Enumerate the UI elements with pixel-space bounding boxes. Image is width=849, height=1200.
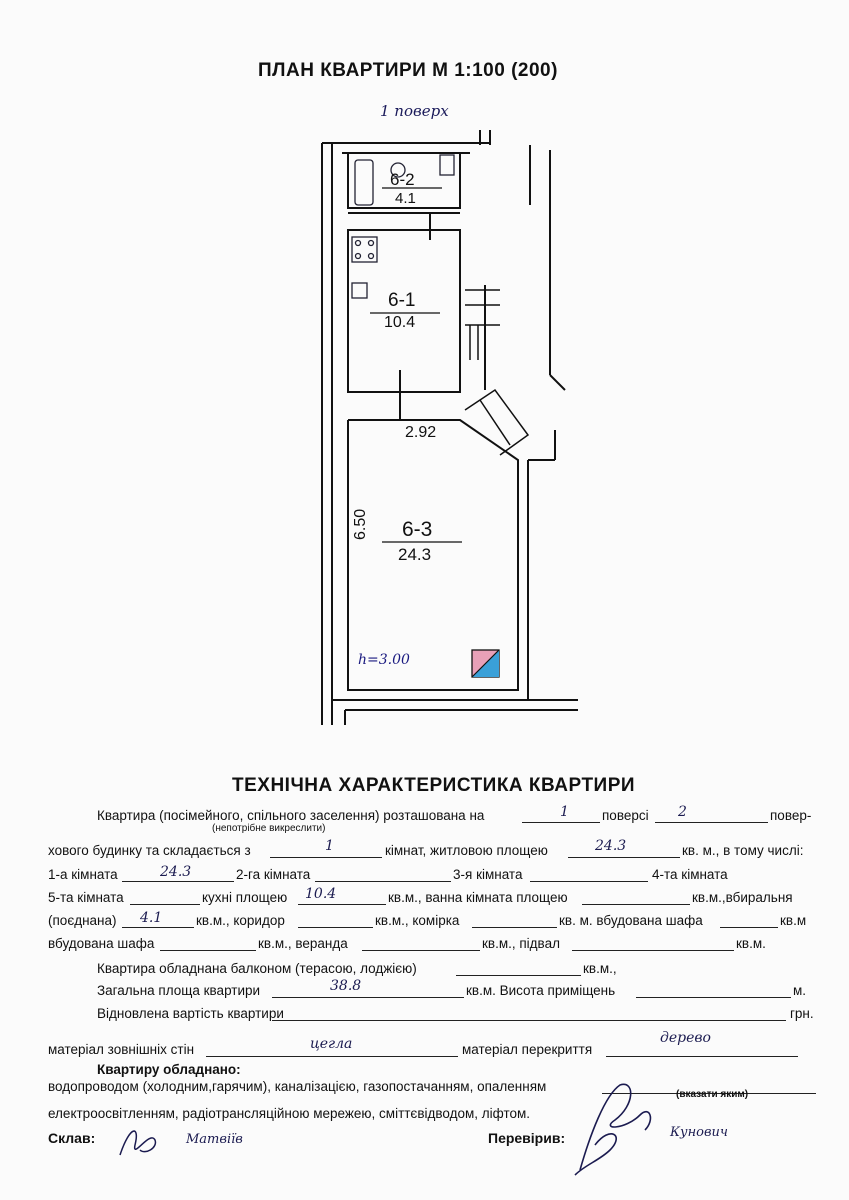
kitchen-area-value: 10.4 bbox=[305, 886, 337, 902]
spec-text: (поєднана) bbox=[48, 913, 117, 928]
spec-text: 1-а кімната bbox=[48, 867, 118, 882]
room-code: 6-2 bbox=[390, 170, 415, 189]
room-code: 6-3 bbox=[402, 518, 433, 541]
spec-text: кв.м., ванна кімната площею bbox=[388, 890, 568, 905]
spec-text: кв.м., веранда bbox=[258, 936, 348, 951]
spec-text: 5-та кімната bbox=[48, 890, 124, 905]
total-area-value: 38.8 bbox=[330, 978, 362, 994]
composed-label: Склав: bbox=[48, 1130, 96, 1146]
spec-text: Квартира обладнана балконом (терасою, лоджією) bbox=[97, 961, 417, 976]
spec-text: хового будинку та складається з bbox=[48, 843, 251, 858]
spec-text: водопроводом (холодним,гарячим), каналізацією, газопостачанням, опаленням bbox=[48, 1079, 547, 1094]
spec-text: кімнат, житловою площею bbox=[385, 843, 548, 858]
spec-text: електроосвітленням, радіотрансляційною мережею, сміттєвідводом, ліфтом. bbox=[48, 1106, 531, 1121]
equipped-heading: Квартиру обладнано: bbox=[97, 1062, 241, 1077]
room-code: 6-1 bbox=[388, 290, 416, 311]
floor-value: 1 bbox=[560, 804, 569, 820]
checked-label: Перевірив: bbox=[488, 1130, 566, 1146]
spec-text: Квартира (посімейного, спільного заселення) розташована на bbox=[97, 808, 485, 823]
spec-text: кв. м., в тому числі: bbox=[682, 843, 804, 858]
spec-text: кв.м bbox=[780, 913, 807, 928]
spec-text: 3-я кімната bbox=[453, 867, 523, 882]
spec-text: кв.м., комірка bbox=[375, 913, 460, 928]
floor-material-value: дерево bbox=[660, 1030, 711, 1046]
dimension-length: 6.50 bbox=[352, 508, 369, 540]
floor-note: 1 поверх bbox=[380, 102, 449, 120]
plan-title: ПЛАН КВАРТИРИ М 1:100 (200) bbox=[258, 60, 558, 81]
room1-value: 24.3 bbox=[160, 864, 192, 880]
spec-text: грн. bbox=[790, 1006, 814, 1021]
spec-text: кв.м., коридор bbox=[196, 913, 285, 928]
spec-text: вбудована шафа bbox=[48, 936, 155, 951]
spec-text: поверсі bbox=[602, 808, 649, 823]
spec-text: кв.м. Висота приміщень bbox=[466, 983, 616, 998]
room-area: 24.3 bbox=[398, 545, 432, 564]
signature-composed bbox=[110, 1120, 170, 1165]
room-area: 10.4 bbox=[384, 314, 416, 331]
signature-checked bbox=[565, 1075, 675, 1180]
spec-text: кв.м.,вбиральня bbox=[692, 890, 793, 905]
room-area: 4.1 bbox=[395, 190, 416, 207]
spec-text: Відновлена вартість квартири bbox=[97, 1006, 284, 1021]
spec-text: матеріал зовнішніх стін bbox=[48, 1042, 195, 1057]
spec-text: матеріал перекриття bbox=[462, 1042, 593, 1057]
spec-text: Загальна площа квартири bbox=[97, 983, 261, 998]
spec-text: кв.м., підвал bbox=[482, 936, 560, 951]
spec-text: 2-га кімната bbox=[236, 867, 311, 882]
checked-name: Кунович bbox=[670, 1125, 729, 1140]
spec-text: кв. м. вбудована шафа bbox=[559, 913, 703, 928]
spec-title: ТЕХНІЧНА ХАРАКТЕРИСТИКА КВАРТИРИ bbox=[232, 775, 636, 796]
dimension-width: 2.92 bbox=[405, 424, 437, 441]
floors-value: 2 bbox=[678, 804, 687, 820]
composed-name: Матвіїв bbox=[186, 1132, 243, 1147]
floor-plan bbox=[300, 125, 600, 730]
wall-material-value: цегла bbox=[310, 1036, 353, 1052]
spec-text: кв.м. bbox=[736, 936, 766, 951]
rooms-count-value: 1 bbox=[325, 838, 334, 854]
living-area-value: 24.3 bbox=[595, 838, 627, 854]
spec-note: (непотрібне викреслити) bbox=[212, 823, 326, 834]
bathroom-area-value: 4.1 bbox=[140, 910, 163, 926]
spec-text: кв.м., bbox=[583, 961, 617, 976]
spec-text: повер- bbox=[770, 808, 812, 823]
height-note: h=3.00 bbox=[358, 652, 410, 668]
spec-text: кухні площею bbox=[202, 890, 288, 905]
spec-text: 4-та кімната bbox=[652, 867, 728, 882]
spec-text: м. bbox=[793, 983, 807, 998]
spec-note: (вказати яким) bbox=[676, 1089, 749, 1100]
